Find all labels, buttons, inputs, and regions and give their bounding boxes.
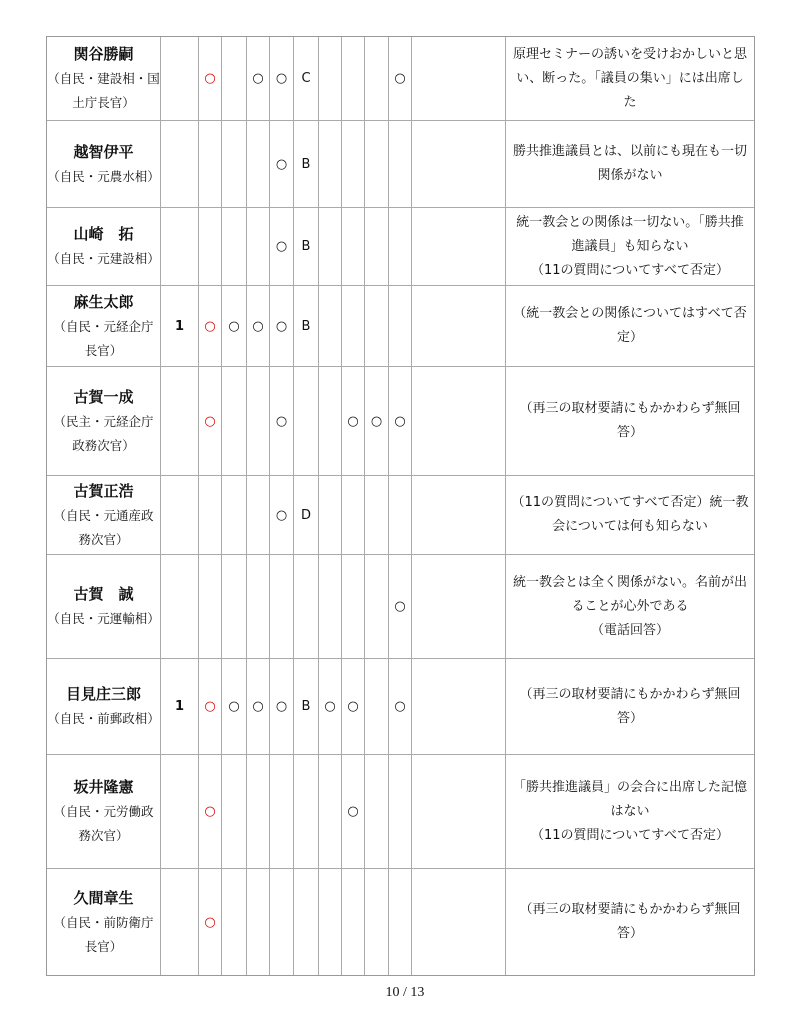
mark-cell xyxy=(365,476,389,555)
mark-cell xyxy=(222,755,247,869)
mark-cell: ○ xyxy=(270,476,294,555)
mark-cell xyxy=(222,476,247,555)
mark-cell: ○ xyxy=(342,367,365,476)
response-note: 「勝共推進議員」の会合に出席した記憶はない （11の質問についてすべて否定） xyxy=(506,755,754,869)
politician-name: 関谷勝嗣 xyxy=(73,45,134,63)
mark-cell xyxy=(412,367,506,476)
mark-cell: ○ xyxy=(342,755,365,869)
politician-cell xyxy=(47,286,161,367)
mark-cell xyxy=(319,555,342,659)
table-row xyxy=(47,37,754,121)
mark-cell xyxy=(412,659,506,755)
politician-role: （自民・前郵政相） xyxy=(47,711,160,726)
mark-cell xyxy=(365,755,389,869)
mark-cell xyxy=(412,476,506,555)
page-number: 10 / 13 xyxy=(385,985,425,1000)
mark-cell xyxy=(365,121,389,208)
mark-cell xyxy=(294,367,319,476)
mark-cell xyxy=(412,37,506,121)
mark-cell xyxy=(389,869,412,975)
mark-cell xyxy=(389,208,412,286)
mark-cell xyxy=(294,755,319,869)
politician-role: （自民・元建設相） xyxy=(47,251,160,266)
politician-cell xyxy=(47,476,161,555)
politician-role: （自民・元労働政 務次官） xyxy=(53,804,154,843)
mark-cell: ○ xyxy=(199,659,222,755)
mark-cell xyxy=(199,476,222,555)
politician-name: 坂井隆憲 xyxy=(73,778,134,796)
politician-cell xyxy=(47,555,161,659)
mark-cell: ○ xyxy=(270,37,294,121)
response-note: （統一教会との関係についてはすべて否定） xyxy=(506,286,754,367)
mark-cell: B xyxy=(294,208,319,286)
count-cell xyxy=(161,208,199,286)
response-note: 統一教会との関係は一切ない。「勝共推進議員」も知らない （11の質問についてすべて否定） xyxy=(506,208,754,286)
mark-cell xyxy=(412,208,506,286)
mark-cell: ○ xyxy=(319,659,342,755)
mark-cell xyxy=(247,208,270,286)
count-cell xyxy=(161,755,199,869)
response-note: 統一教会とは全く関係がない。名前が出ることが心外である （電話回答） xyxy=(506,555,754,659)
mark-cell xyxy=(319,37,342,121)
mark-cell: ○ xyxy=(247,659,270,755)
mark-cell: ○ xyxy=(389,555,412,659)
table-row xyxy=(47,121,754,208)
count-cell xyxy=(161,555,199,659)
politician-name: 古賀 誠 xyxy=(73,585,134,603)
politician-role: （自民・建設相・国 土庁長官） xyxy=(47,71,160,110)
response-note: （再三の取材要請にもかかわらず無回答） xyxy=(506,367,754,476)
table-row xyxy=(47,286,754,367)
mark-cell: ○ xyxy=(222,659,247,755)
politician-cell xyxy=(47,367,161,476)
politician-role: （自民・元運輸相） xyxy=(47,611,160,626)
count-cell: 1 xyxy=(161,659,199,755)
mark-cell: ○ xyxy=(199,755,222,869)
mark-cell: ○ xyxy=(342,659,365,755)
politician-name: 越智伊平 xyxy=(73,142,134,161)
mark-cell xyxy=(365,869,389,975)
politician-cell xyxy=(47,37,161,121)
mark-cell: ○ xyxy=(270,208,294,286)
mark-cell xyxy=(199,121,222,208)
mark-cell xyxy=(365,286,389,367)
mark-cell xyxy=(222,367,247,476)
mark-cell xyxy=(365,555,389,659)
table-row xyxy=(47,476,754,555)
count-cell xyxy=(161,37,199,121)
mark-cell xyxy=(247,476,270,555)
politician-name: 山崎 拓 xyxy=(73,225,134,243)
mark-cell: ○ xyxy=(222,286,247,367)
mark-cell: ○ xyxy=(365,367,389,476)
mark-cell xyxy=(319,869,342,975)
document-page xyxy=(46,36,755,976)
mark-cell xyxy=(270,555,294,659)
politician-cell xyxy=(47,208,161,286)
mark-cell: D xyxy=(294,476,319,555)
mark-cell xyxy=(199,208,222,286)
response-note: （再三の取材要請にもかかわらず無回答） xyxy=(519,902,741,941)
table-row xyxy=(47,755,754,869)
mark-cell xyxy=(365,208,389,286)
mark-cell xyxy=(342,208,365,286)
mark-cell xyxy=(294,555,319,659)
mark-cell xyxy=(319,476,342,555)
mark-cell: ○ xyxy=(199,367,222,476)
politician-name: 久間章生 xyxy=(73,888,134,907)
response-note: （11の質問についてすべて否定）統一教会については何も知らない xyxy=(506,476,754,555)
mark-cell xyxy=(270,869,294,975)
mark-cell xyxy=(247,869,270,975)
mark-cell: B xyxy=(294,286,319,367)
count-cell xyxy=(161,476,199,555)
mark-cell xyxy=(222,869,247,975)
mark-cell xyxy=(389,755,412,869)
mark-cell xyxy=(342,121,365,208)
mark-cell xyxy=(412,869,506,975)
mark-cell: ○ xyxy=(270,659,294,755)
mark-cell xyxy=(412,555,506,659)
politician-cell xyxy=(47,869,161,975)
mark-cell: ○ xyxy=(270,286,294,367)
count-cell xyxy=(161,367,199,476)
mark-cell xyxy=(222,37,247,121)
count-cell xyxy=(161,121,199,208)
mark-cell xyxy=(389,476,412,555)
response-note: 勝共推進議員とは、以前にも現在も一切関係がない xyxy=(506,121,754,208)
politician-name: 古賀一成 xyxy=(73,387,134,406)
mark-cell xyxy=(342,869,365,975)
mark-cell xyxy=(412,121,506,208)
mark-cell xyxy=(247,121,270,208)
table-row xyxy=(47,869,754,975)
table-row xyxy=(47,208,754,286)
mark-cell: ○ xyxy=(270,121,294,208)
mark-cell: ○ xyxy=(247,286,270,367)
mark-cell xyxy=(319,121,342,208)
mark-cell: ○ xyxy=(247,37,270,121)
politician-name: 古賀正浩 xyxy=(73,481,134,500)
politician-role: （民主・元経企庁 政務次官） xyxy=(53,413,154,453)
mark-cell xyxy=(247,555,270,659)
table-body xyxy=(47,37,754,975)
mark-cell: B xyxy=(294,121,319,208)
mark-cell xyxy=(389,121,412,208)
mark-cell xyxy=(319,286,342,367)
mark-cell: ○ xyxy=(199,869,222,975)
mark-cell xyxy=(247,755,270,869)
politician-name: 麻生太郎 xyxy=(73,292,134,311)
mark-cell xyxy=(365,37,389,121)
table-row xyxy=(47,659,754,755)
mark-cell xyxy=(319,367,342,476)
mark-cell xyxy=(199,555,222,659)
politician-cell xyxy=(47,121,161,208)
politician-role: （自民・元農水相） xyxy=(47,168,160,184)
mark-cell xyxy=(365,659,389,755)
politician-role: （自民・元通産政 務次官） xyxy=(53,507,154,547)
mark-cell: ○ xyxy=(199,37,222,121)
mark-cell xyxy=(222,555,247,659)
politician-role: （自民・元経企庁 長官） xyxy=(53,318,154,358)
mark-cell: ○ xyxy=(389,659,412,755)
count-cell xyxy=(161,869,199,975)
mark-cell xyxy=(412,755,506,869)
politician-name: 目見庄三郎 xyxy=(65,685,141,703)
mark-cell: ○ xyxy=(270,367,294,476)
mark-cell xyxy=(389,286,412,367)
mark-cell xyxy=(270,755,294,869)
response-note: （再三の取材要請にもかかわらず無回答） xyxy=(506,659,754,755)
table-row xyxy=(47,555,754,659)
mark-cell xyxy=(247,367,270,476)
mark-cell: ○ xyxy=(199,286,222,367)
mark-cell xyxy=(319,755,342,869)
response-note: 原理セミナーの誘いを受けおかしいと思い、断った。「議員の集い」には出席した xyxy=(506,37,754,121)
mark-cell xyxy=(342,555,365,659)
mark-cell: ○ xyxy=(389,37,412,121)
mark-cell xyxy=(294,869,319,975)
politician-cell xyxy=(47,659,161,755)
politician-cell xyxy=(47,755,161,869)
politician-table xyxy=(46,36,755,976)
mark-cell xyxy=(412,286,506,367)
mark-cell xyxy=(319,208,342,286)
mark-cell xyxy=(342,286,365,367)
mark-cell: B xyxy=(294,659,319,755)
mark-cell: ○ xyxy=(389,367,412,476)
count-cell: 1 xyxy=(161,286,199,367)
mark-cell xyxy=(222,121,247,208)
mark-cell xyxy=(342,476,365,555)
politician-role: （自民・前防衛庁 長官） xyxy=(53,914,154,954)
mark-cell: C xyxy=(294,37,319,121)
mark-cell xyxy=(222,208,247,286)
mark-cell xyxy=(342,37,365,121)
table-row xyxy=(47,367,754,476)
